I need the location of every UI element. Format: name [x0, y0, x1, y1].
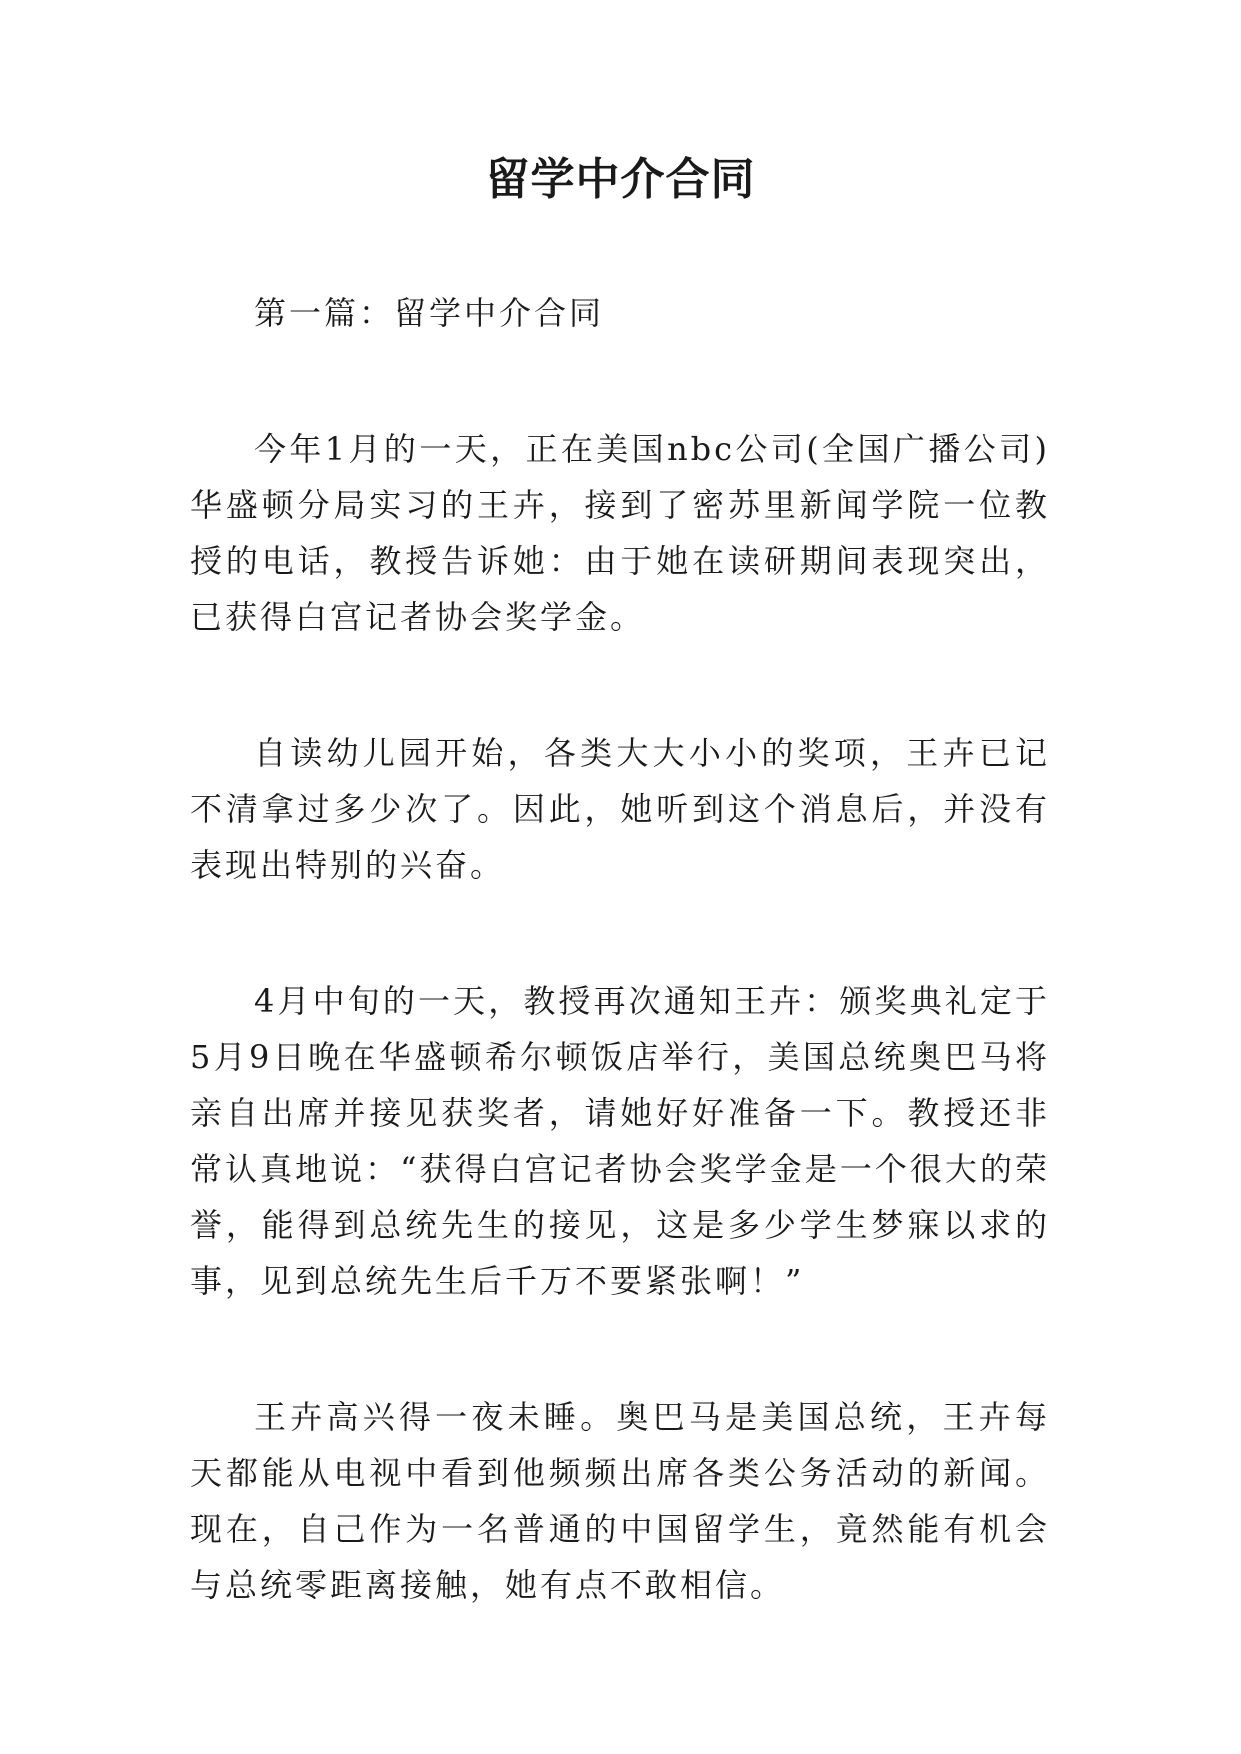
paragraph-4: 王卉高兴得一夜未睡。奥巴马是美国总统，王卉每天都能从电视中看到他频频出席各类公务活动的新闻。现在，自己作为一名普通的中国留学生，竟然能有机会与总统零距离接触，她有点不敢相信。 [190, 1398, 1050, 1604]
section-heading: 第一篇：留学中介合同 [254, 294, 605, 332]
document-body [190, 285, 1050, 1613]
paragraph-1: 今年1月的一天，正在美国nbc公司(全国广播公司)华盛顿分局实习的王卉，接到了密苏里新闻学院一位教授的电话，教授告诉她：由于她在读研期间表现突出，已获得白宫记者协会奖学金。 [190, 430, 1050, 636]
document-title: 留学中介合同 [485, 154, 756, 205]
paragraph-2: 自读幼儿园开始，各类大大小小的奖项，王卉已记不清拿过多少次了。因此，她听到这个消息后，并没有表现出特别的兴奋。 [190, 734, 1050, 884]
paragraph-3: 4月中旬的一天，教授再次通知王卉：颁奖典礼定于5月9日晚在华盛顿希尔顿饭店举行，美国总统奥巴马将亲自出席并接见获奖者，请她好好准备一下。教授还非常认真地说：“获得白宫记者协会奖学金是一个很大的荣誉，能得到总统先生的接见，这是多少学生梦寐以求的事，见到总统先生后千万不要紧张啊！” [190, 982, 1050, 1300]
